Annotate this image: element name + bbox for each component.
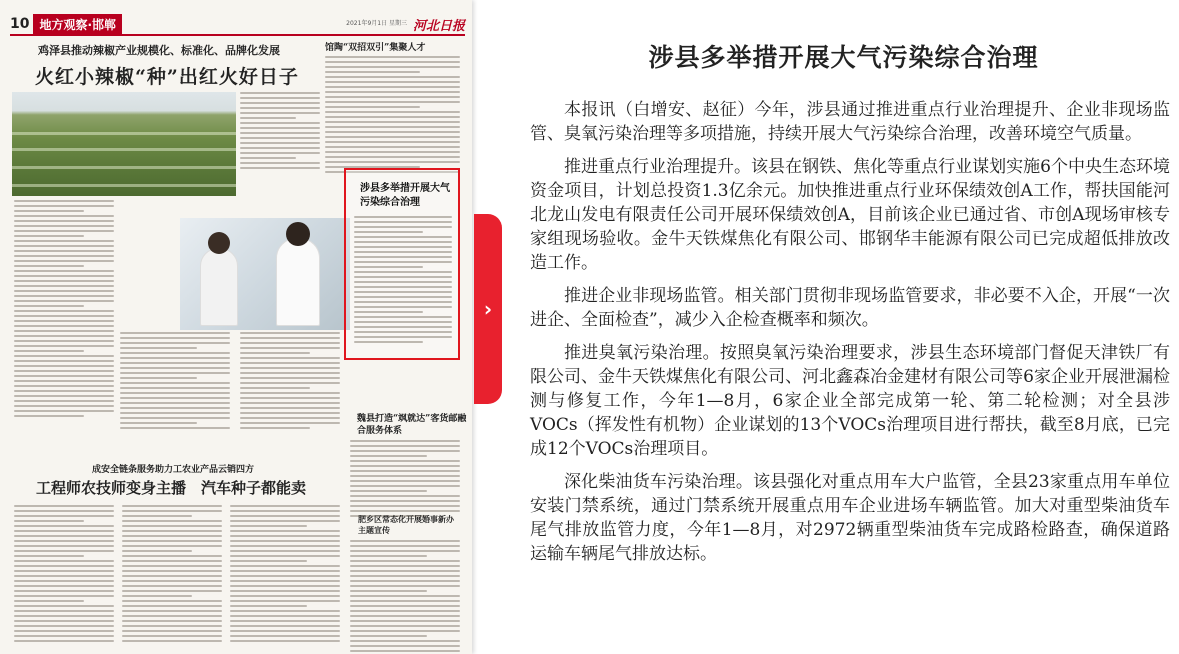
story4-title[interactable]: 肥乡区常态化开展婚事新办主题宣传 <box>358 514 454 535</box>
article-paragraph: 推进企业非现场监管。相关部门贯彻非现场监管要求，非必要不入企，开展“一次进企、全面检查”，减少入企检查概率和频次。 <box>530 286 1170 330</box>
story3-title[interactable]: 魏县打造“飒就达”客货邮融合服务体系 <box>357 414 467 436</box>
story1-column-2 <box>120 332 230 432</box>
newspaper-page[interactable] <box>0 0 472 654</box>
story2-subtitle: 成安全链条服务助力工农业产品云销四方 <box>92 465 255 475</box>
story1-subtitle: 鸡泽县推动辣椒产业规模化、标准化、品牌化发展 <box>38 44 280 57</box>
story4-column <box>350 540 460 654</box>
article-body <box>530 98 1170 575</box>
article-paragraph: 本报讯（白增安、赵征）今年，涉县通过推进重点行业治理提升、企业非现场监管、臭氧污染治理等多项措施，持续开展大气污染综合治理，改善环境空气质量。 <box>530 100 1170 144</box>
highlighted-article-text <box>354 216 452 346</box>
masthead-logo: 河北日报 <box>412 18 465 34</box>
page-header <box>10 14 465 36</box>
article-title: 涉县多举措开展大气污染综合治理 <box>648 43 1039 72</box>
highlighted-article-box[interactable] <box>344 168 460 360</box>
header-date: 2021年9月1日 星期三 <box>346 20 407 27</box>
highlighted-article-title: 涉县多举措开展大气污染综合治理 <box>360 183 450 208</box>
story1-column-4 <box>240 92 320 172</box>
lab-workers-photo <box>180 218 350 330</box>
next-article-button[interactable] <box>474 214 502 404</box>
article-paragraph: 推进重点行业治理提升。该县在钢铁、焦化等重点行业谋划实施6个中央生态环境资金项目，计划总投资1.3亿余元。加快推进重点行业环保绩效创A工作，帮扶国能河北龙山发电有限责任公司开展环保绩效创A，目前该企业已通过省、市创A现场审核专家组现场验收。金牛天铁煤焦化有限公司、邯钢华丰能源有限公司已完成超低排放改造工作。 <box>530 157 1170 273</box>
pepper-field-photo <box>12 92 236 196</box>
story2-column-3 <box>230 505 340 645</box>
story1-column-1 <box>14 200 114 420</box>
page-number: 10 <box>10 16 30 32</box>
side-story-column <box>325 56 460 176</box>
article-paragraph: 推进臭氧污染治理。按照臭氧污染治理要求，涉县生态环境部门督促天津铁厂有限公司、金牛天铁煤焦化有限公司、河北鑫森冶金建材有限公司等6家企业开展泄漏检测与修复工作，今年1—8月，6家企业全部完成第一轮、第二轮检测；对全县涉VOCs（挥发性有机物）企业谋划的13个VOCs治理项目进行帮扶，截至8月底，已完成12个VOCs治理项目。 <box>530 343 1170 459</box>
story3-column <box>350 440 460 520</box>
story2-column-2 <box>122 505 222 645</box>
article-paragraph: 深化柴油货车污染治理。该县强化对重点用车大户监管，全县23家重点用车单位安装门禁系统，通过门禁系统开展重点用车企业进场车辆监管。加大对重型柴油货车尾气排放监管力度，今年1—8月，对2972辆重型柴油货车完成路检路查，确保道路运输车辆尾气排放达标。 <box>530 472 1170 564</box>
section-label: 地方观察·邯郸 <box>33 14 122 35</box>
story2-column-1 <box>14 505 114 645</box>
story1-title[interactable]: 火红小辣椒“种”出红火好日子 <box>35 66 299 88</box>
story1-column-3 <box>240 332 340 432</box>
chevron-right-icon: › <box>483 297 493 321</box>
side-story-title[interactable]: 馆陶“双招双引”集聚人才 <box>325 43 426 53</box>
story2-title[interactable]: 工程师农技师变身主播 汽车种子都能卖 <box>36 479 307 497</box>
article-view <box>508 0 1179 654</box>
